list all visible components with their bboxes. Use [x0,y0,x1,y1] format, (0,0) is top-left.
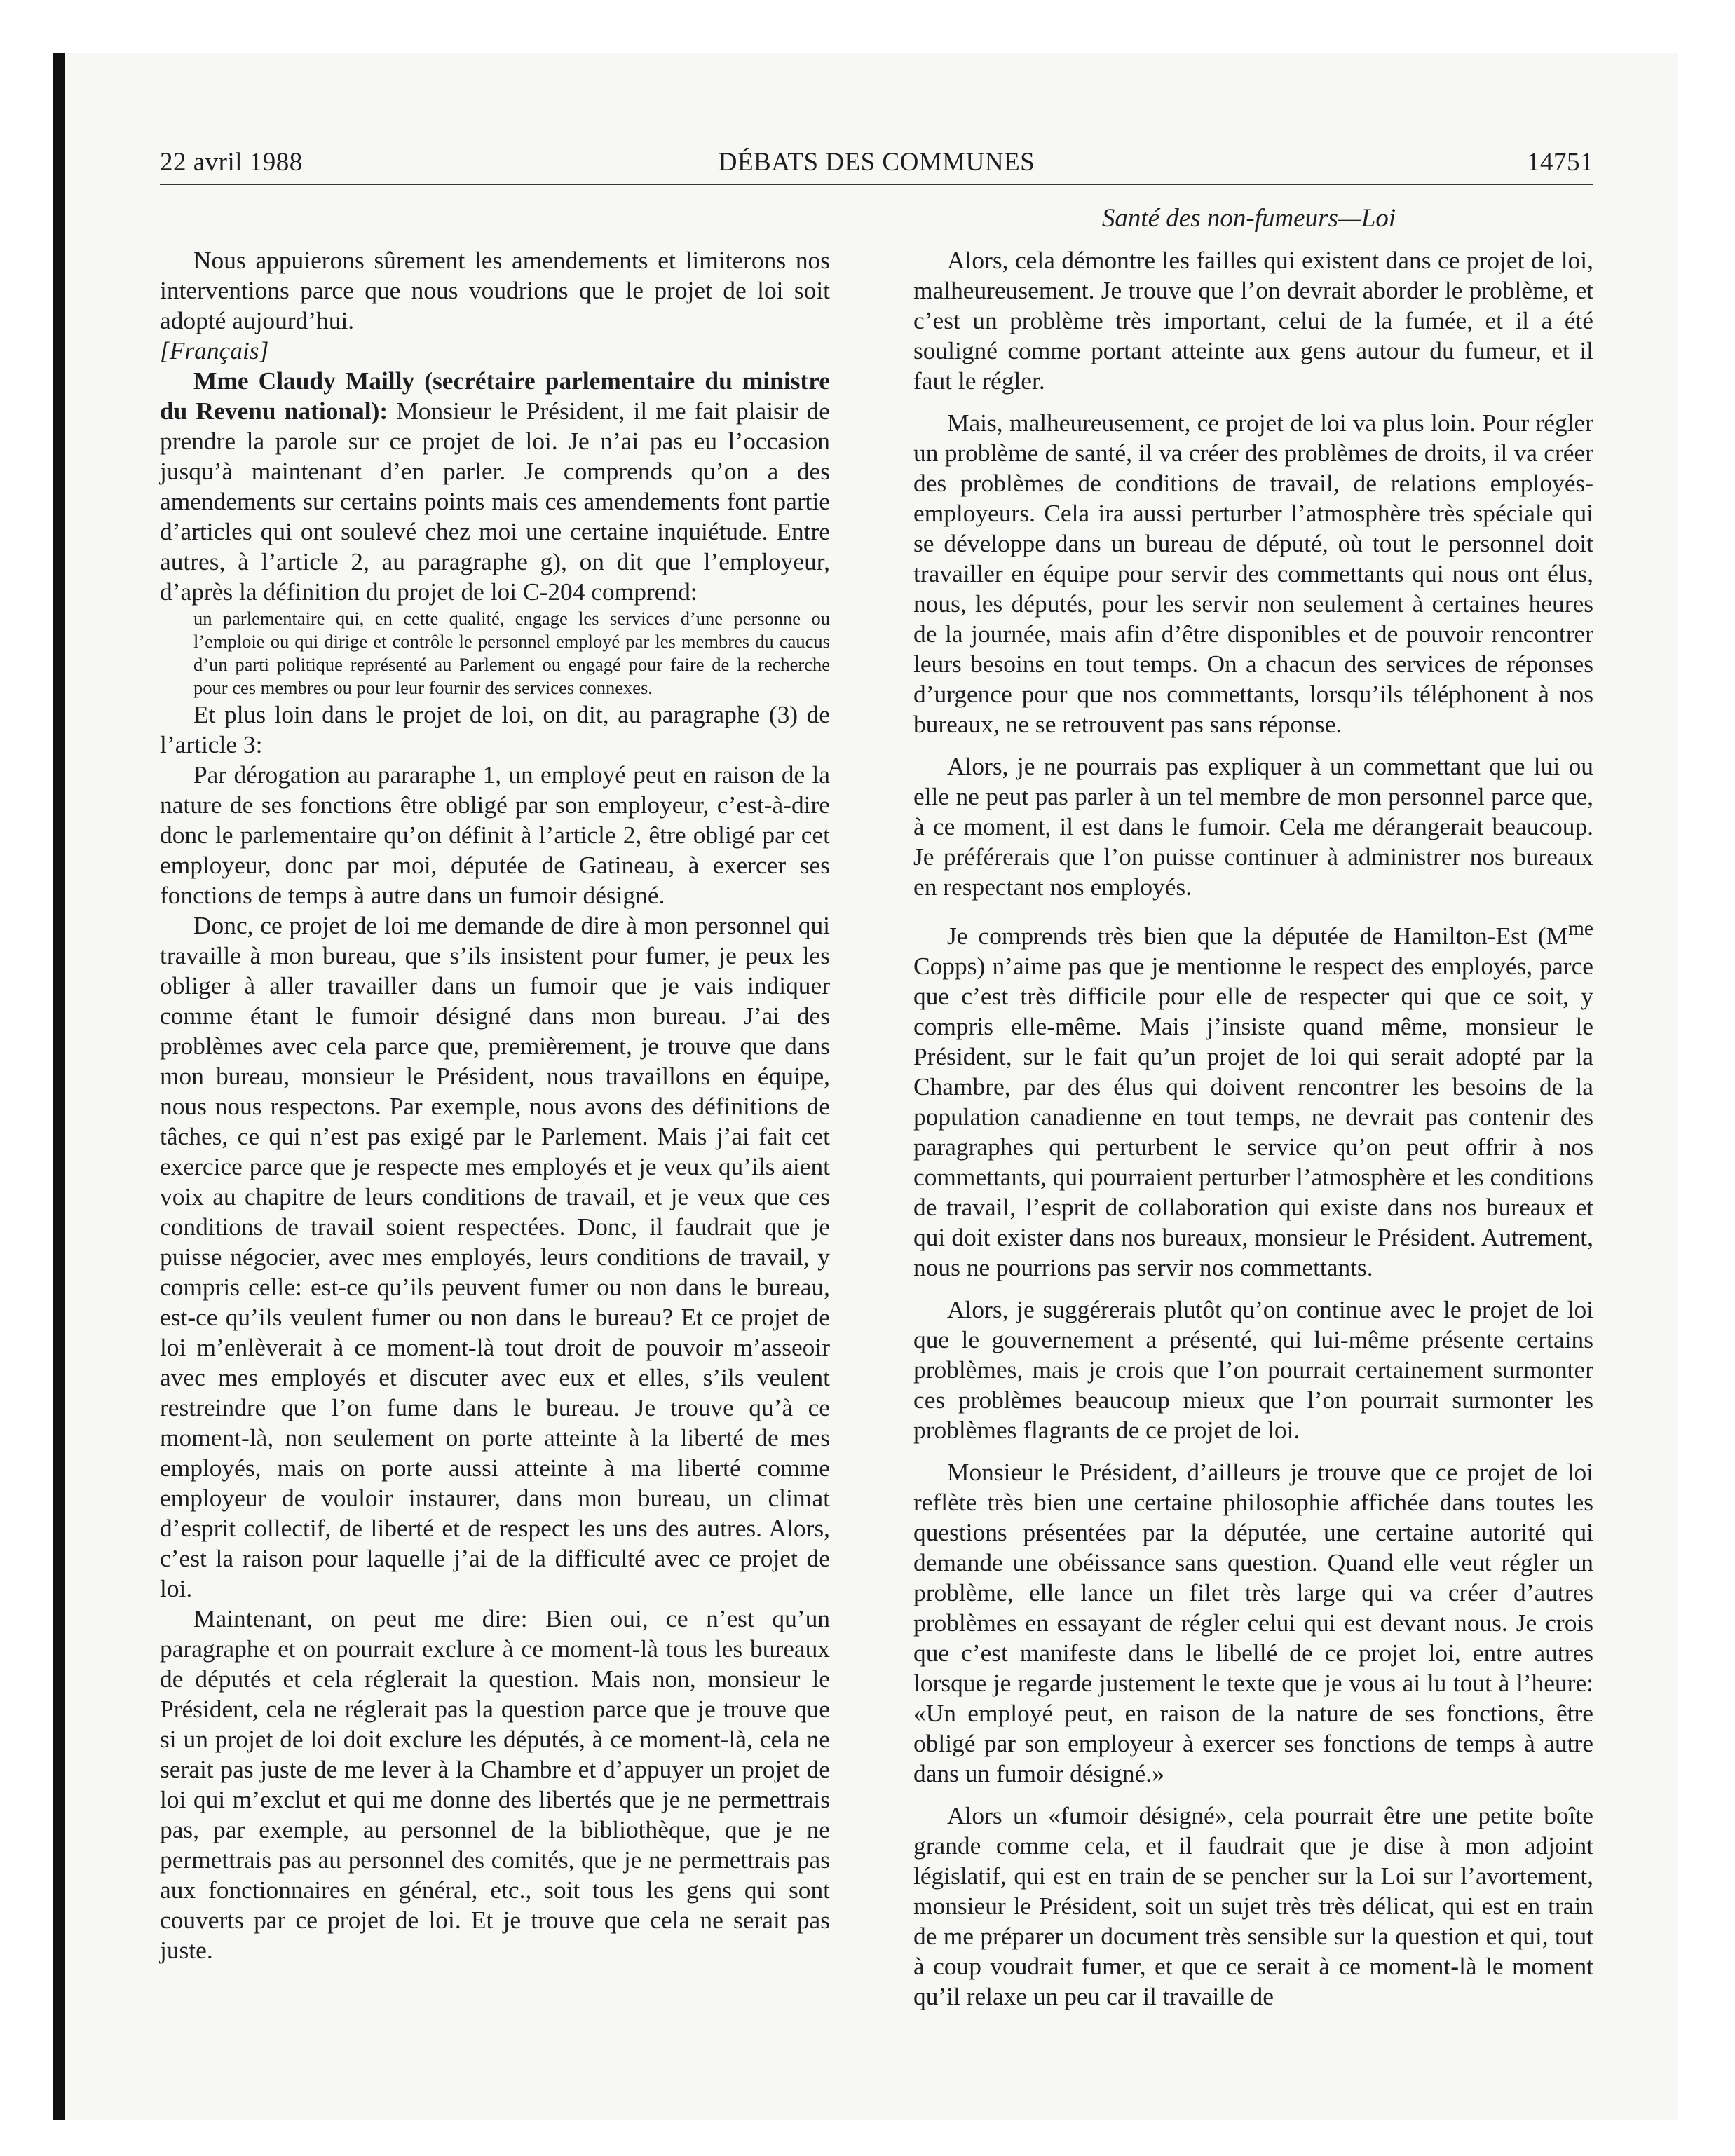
paragraph: Alors, je ne pourrais pas expliquer à un commettant que lui ou elle ne peut pas parler à un tel membre de mon personnel parce que, à ce moment, il est dans le fumoir. Cela me dérangerait beaucoup. Je préférerais que l’on puisse continuer à administrer nos bureaux en respectant nos employés. [913,752,1593,901]
paragraph: Mais, malheureusement, ce projet de loi va plus loin. Pour régler un problème de santé, il va créer des problèmes de droits, il va créer des problèmes de conditions de travail, de relations employés-employeurs. Cela ira aussi perturber l’atmosphère très spéciale qui se développe dans un bureau de député, où tout le personnel doit travailler en équipe pour servir des commettants qui nous ont élus, nous, les députés, pour les servir non seulement à certaines heures de la journée, mais afin d’être disponibles et de pouvoir rencontrer leurs besoins en tout temps. On a chacun des services de réponses d’urgence pour que nos commettants, lorsqu’ils téléphonent à nos bureaux, ne se retrouvent pas sans réponse. [913,409,1593,738]
left-column [160,245,830,1965]
right-column [913,245,1593,2012]
paragraph: Nous appuierons sûrement les amendements et limiterons nos interventions parce que nous voudrions que le projet de loi soit adopté aujourd’hui. [160,246,830,334]
speaker-paragraph [160,366,830,607]
header-page-number: 14751 [1527,148,1593,177]
running-head: Santé des non-fumeurs—Loi [1101,204,1396,233]
language-marker: [Français] [160,336,269,364]
paragraph [913,914,1593,1283]
paragraph: Donc, ce projet de loi me demande de dire à mon personnel qui travaille à mon bureau, que s’ils insistent pour fumer, je peux les obliger à aller travailler dans un fumoir que je vais indiquer comme étant le fumoir désigné dans mon bureau. J’ai des problèmes avec cela parce que, premièrement, je trouve que dans mon bureau, monsieur le Président, nous travaillons en équipe, nous nous respectons. Par exemple, nous avons des définitions de tâches, ce qui n’est pas exigé par le Parlement. Mais j’ai fait cet exercice parce que je respecte mes employés et je veux qu’ils aient voix au chapitre de leurs conditions de travail, et je veux que ces conditions de travail soient respectées. Donc, il faudrait que je puisse négocier, avec mes employés, leurs conditions de travail, y compris celle: est-ce qu’ils peuvent fumer ou non dans le bureau, est-ce qu’ils veulent fumer ou non dans le bureau? Et ce projet de loi m’enlèverait à ce moment-là tout droit de pouvoir m’asseoir avec mes employés et discuter avec eux et elles, s’ils veulent restreindre que l’on fume dans le bureau. Je trouve qu’à ce moment-là, non seulement on porte atteinte à la liberté de mes employés, mais on porte aussi atteinte à ma liberté comme employeur de vouloir instaurer, dans mon bureau, un climat d’esprit collectif, de liberté et de respect les uns des autres. Alors, c’est la raison pour laquelle j’ai de la difficulté avec ce projet de loi. [160,911,830,1602]
text: Copps) n’aime pas que je mentionne le respect des employés, parce que c’est très difficile pour elle de respecter qui que ce soit, y compris elle-même. Mais j’insiste quand même, monsieur le Président, sur le fait qu’un projet de loi qui serait adopté par la Chambre, par des élus qui doivent rencontrer les besoins de la population canadienne en tout temps, ne devrait pas contenir des paragraphes qui perturbent le service qu’on peut offrir à nos commettants, qui pourraient perturber l’atmosphère et les conditions de travail, l’esprit de collaboration qui existe dans nos bureaux et qui doit exister dans nos bureaux, monsieur le Président. Autrement, nous ne pourrions pas servir nos commettants. [913,951,1593,1281]
paragraph: Alors, je suggérerais plutôt qu’on continue avec le projet de loi que le gouvernement a présenté, qui lui-même présente certains problèmes, mais je crois que l’on pourrait certainement surmonter ces problèmes beaucoup mieux que l’on pourrait surmonter les problèmes flagrants de ce projet de loi. [913,1295,1593,1444]
paragraph: Monsieur le Président, d’ailleurs je trouve que ce projet de loi reflète très bien une certaine philosophie affichée dans toutes les questions présentées par la députée, une certaine autorité qui demande une obéissance sans question. Quand elle veut régler un problème, elle lance un filet très large qui va créer d’autres problèmes en essayant de régler celui qui est devant nous. Je crois que c’est manifeste dans le libellé de ce projet loi, entre autres lorsque je regarde justement le texte que je vous ai lu tout à l’heure: «Un employé peut, en raison de la nature de ses fonctions, être obligé par son employeur à exercer ses fonctions de temps à autre dans un fumoir désigné.» [913,1457,1593,1787]
quoted-paragraph: Par dérogation au pararaphe 1, un employé peut en raison de la nature de ses fonctions être obligé par son employeur, c’est-à-dire donc le parlementaire qu’on définit à l’article 2, être obligé par cet employeur, donc par moi, députée de Gatineau, à exercer ses fonctions de temps à autre dans un fumoir désigné. [160,760,830,909]
header-date: 22 avril 1988 [160,148,303,177]
header-title: DÉBATS DES COMMUNES [718,148,1035,177]
superscript: me [1567,917,1593,940]
paragraph: Et plus loin dans le projet de loi, on dit, au paragraphe (3) de l’article 3: [160,700,830,758]
page-header [160,147,1593,189]
paragraph: Alors un «fumoir désigné», cela pourrait être une petite boîte grande comme cela, et il faudrait que je dise à mon adjoint législatif, qui est en train de se pencher sur la Loi sur l’avortement, monsieur le Président, soit un sujet très très délicat, qui est en train de me préparer un document très sensible sur la question et qui, tout à coup voudrait fumer, et que ce serait à ce moment-là le moment qu’il relaxe un peu car il travaille de [913,1801,1593,2010]
scan-edge [53,53,65,2120]
text: Je comprends très bien que la députée de Hamilton-Est (M [947,921,1568,950]
paragraph: Alors, cela démontre les failles qui existent dans ce projet de loi, malheureusement. Je trouve que l’on devrait aborder le problème, et c’est un problème très important, celui de la fumée, et il a été souligné comme portant atteinte aux gens autour du fumeur, et il faut le régler. [913,246,1593,395]
speech-text: Monsieur le Président, il me fait plaisir de prendre la parole sur ce projet de loi. Je n’ai pas eu l’occasion jusqu’à maintenant d’en parler. Je comprends qu’on a des amendements sur certains points mais ces amendements font partie d’articles qui ont soulevé chez moi une certaine inquiétude. Entre autres, à l’article 2, au paragraphe g), on dit que l’employeur, d’après la définition du projet de loi C-204 comprend: [160,397,830,606]
quoted-definition: un parlementaire qui, en cette qualité, engage les services d’une personne ou l’emploie ou qui dirige et contrôle le personnel employé par les membres du caucus d’un parti politique représenté au Parlement ou engagé pour faire de la recherche pour ces membres ou pour leur fournir des services connexes. [193,608,830,698]
header-rule [160,184,1593,185]
paragraph: Maintenant, on peut me dire: Bien oui, ce n’est qu’un paragraphe et on pourrait exclure à ce moment-là tous les bureaux de députés et cela réglerait la question. Mais non, monsieur le Président, cela ne réglerait pas la question parce que je trouve que si un projet de loi doit exclure les députés, à ce moment-là, cela ne serait pas juste de me lever à la Chambre et d’appuyer un projet de loi qui m’exclut et qui me donne des libertés que je ne permettrais pas, par exemple, au personnel de la bibliothèque, que je ne permettrais pas au personnel des comités, que je ne permettrais pas aux fonctionnaires en général, etc., soit tous les gens qui sont couverts par ce projet de loi. Et je trouve que cela ne serait pas juste. [160,1604,830,1964]
speaker-name: Mme Claudy Mailly (secrétaire parlementaire du ministre du Revenu national): [160,367,830,425]
